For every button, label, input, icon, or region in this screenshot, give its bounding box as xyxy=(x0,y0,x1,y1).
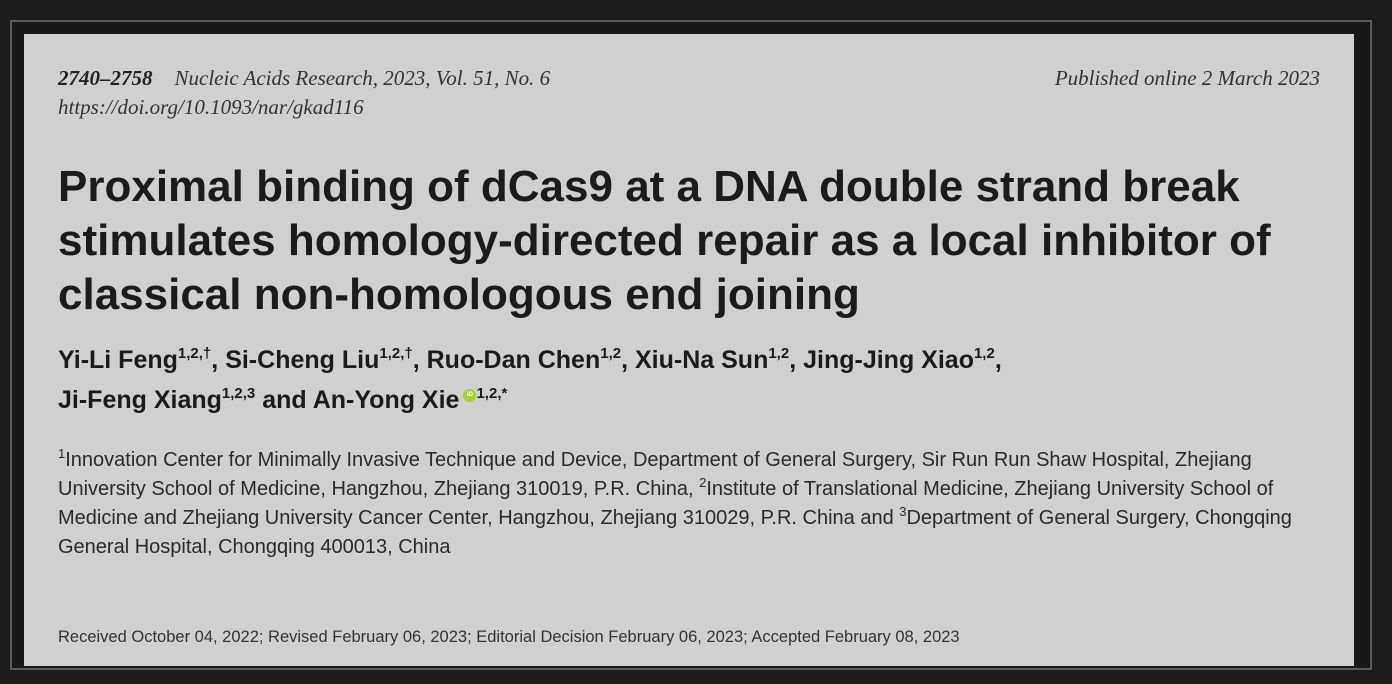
author-name[interactable]: Yi-Li Feng xyxy=(58,346,178,374)
doi-link[interactable]: https://doi.org/10.1093/nar/gkad116 xyxy=(58,95,364,119)
affiliations xyxy=(58,446,1333,562)
author-affiliation-marks: 1,2,† xyxy=(379,345,413,362)
author-separator: and xyxy=(255,386,313,414)
affiliation-mark: 3 xyxy=(899,504,907,519)
author-list xyxy=(58,340,1328,420)
page-range: 2740–2758 xyxy=(58,66,153,90)
author-affiliation-marks: 1,2,* xyxy=(476,385,508,402)
publication-date: Published online 2 March 2023 xyxy=(1054,66,1320,90)
paper-page xyxy=(24,34,1354,666)
received-dates: Received October 04, 2022; Revised February 06, 2023; Editorial Decision February 06, 2023; Accepted February 08, 2023 xyxy=(58,628,960,646)
author-name[interactable]: Xiu-Na Sun xyxy=(635,346,769,374)
author-separator: , xyxy=(621,346,635,374)
orcid-icon[interactable]: iD xyxy=(463,389,476,402)
author-name[interactable]: An-Yong Xie xyxy=(312,386,460,414)
author-separator: , xyxy=(789,346,804,374)
affiliation-mark: 2 xyxy=(699,475,707,490)
author-affiliation-marks: 1,2 xyxy=(973,345,995,362)
paper-title: Proximal binding of dCas9 at a DNA double strand break stimulates homology-directed repair as a local inhibitor of classical non-homologous end joining xyxy=(58,162,1271,319)
author-separator: , xyxy=(994,346,1002,374)
author-separator: , xyxy=(211,346,226,374)
author-separator: , xyxy=(412,346,427,374)
affiliation-text: Department of General Surgery, Chongqing General Hospital, Chongqing 400013, China xyxy=(58,507,1292,558)
author-affiliation-marks: 1,2 xyxy=(768,345,790,362)
affiliation-text: Innovation Center for Minimally Invasive Technique and Device, Department of General Surgery, Sir Run Run Shaw Hospital, Zhejiang University School of Medicine, Hangzhou, Zhejiang 310019, P.R. China, xyxy=(58,449,1252,500)
author-affiliation-marks: 1,2,† xyxy=(177,345,212,362)
author-affiliation-marks: 1,2 xyxy=(600,345,622,362)
author-name[interactable]: Si-Cheng Liu xyxy=(225,346,380,374)
affiliation-text: Institute of Translational Medicine, Zhejiang University School of Medicine and Zhejiang University Cancer Center, Hangzhou, Zhejiang 310029, P.R. China and xyxy=(58,478,1274,529)
citation-line xyxy=(58,64,550,93)
author-affiliation-marks: 1,2,3 xyxy=(221,385,256,402)
journal-citation: Nucleic Acids Research, 2023, Vol. 51, No. 6 xyxy=(174,66,551,90)
affiliation-mark: 1 xyxy=(58,446,66,461)
author-name[interactable]: Jing-Jing Xiao xyxy=(803,346,974,374)
author-name[interactable]: Ji-Feng Xiang xyxy=(58,386,222,414)
author-name[interactable]: Ruo-Dan Chen xyxy=(426,346,601,374)
